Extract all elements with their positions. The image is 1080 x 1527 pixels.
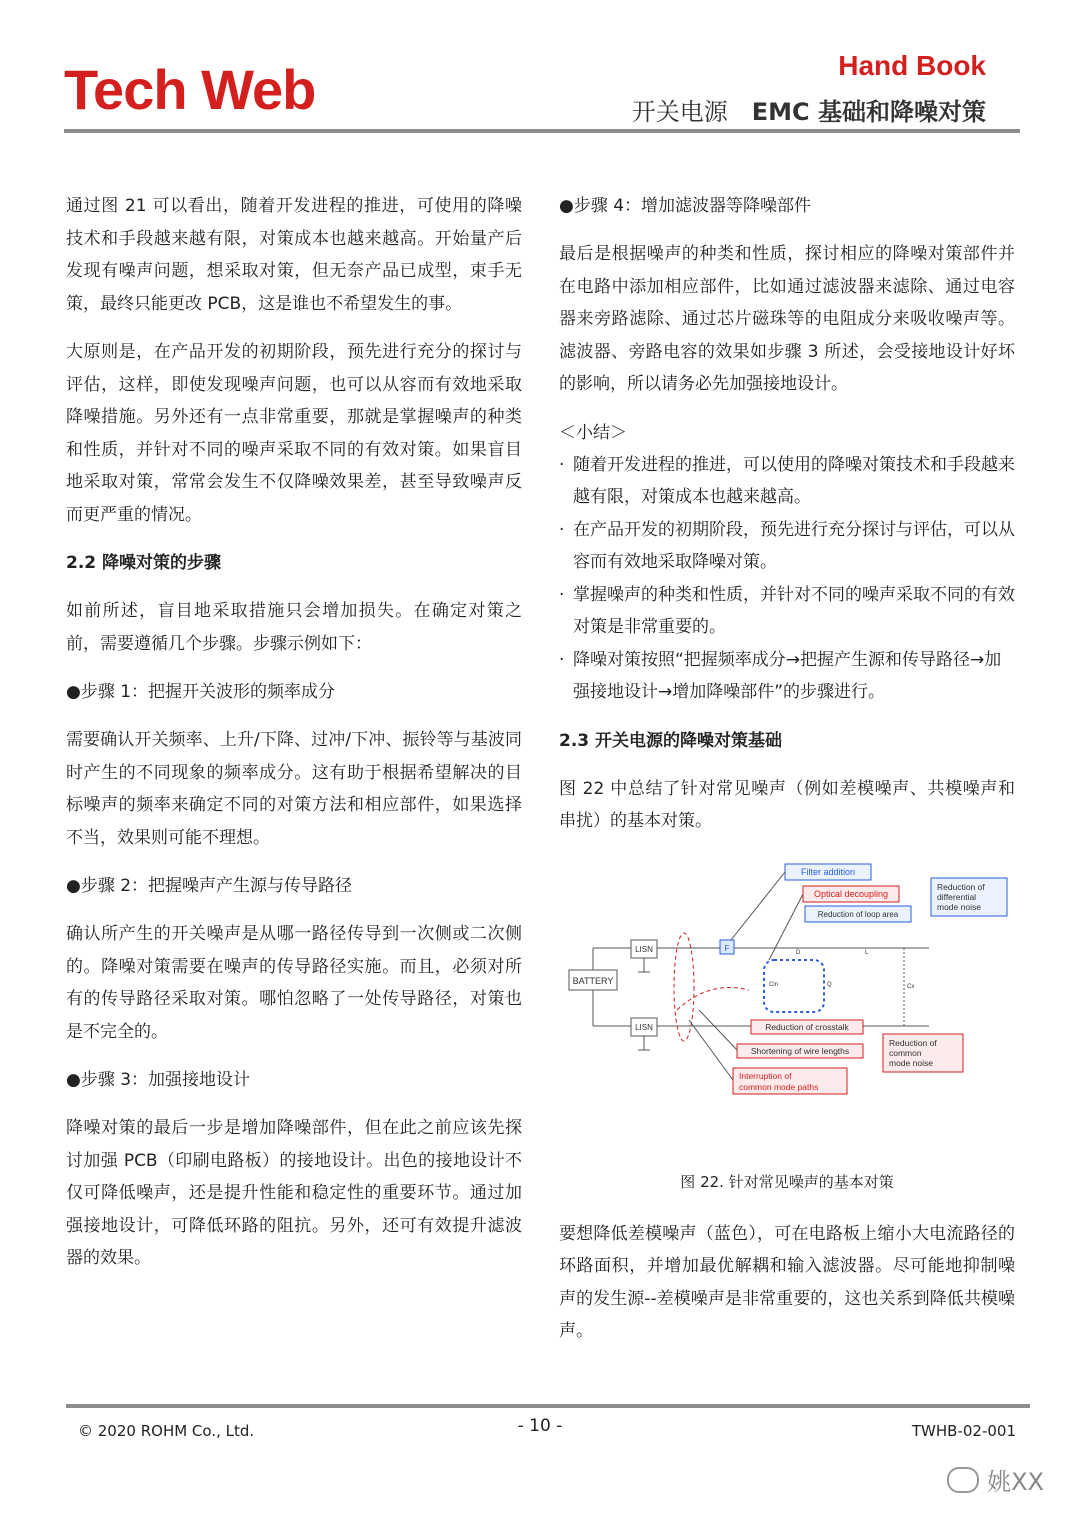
svg-text:Reduction of: Reduction of: [937, 881, 985, 892]
left-column: [66, 190, 522, 1291]
bullet-icon: ·: [559, 649, 565, 670]
section-heading-2-3: 2.3 开关电源的降噪对策基础: [559, 730, 783, 751]
summary-title: ＜小结＞: [559, 422, 627, 443]
svg-text:Cx: Cx: [907, 983, 915, 990]
svg-text:D: D: [796, 949, 801, 956]
paragraph: 最后是根据噪声的种类和性质，探讨相应的降噪对策部件并在电路中添加相应部件，比如通过滤波器来滤除、通过电容器来旁路滤除、通过芯片磁珠等的电阻成分来吸收噪声等。滤波器、旁路电容的效果如步骤 3 所述，会受接地设计好坏的影响，所以请务必先加强接地设计。: [559, 244, 1015, 394]
summary-item: · 掌握噪声的种类和性质，并针对不同的噪声采取不同的有效对策是非常重要的。: [559, 579, 1015, 644]
paragraph: 降噪对策的最后一步是增加降噪部件，但在此之前应该先探讨加强 PCB（印刷电路板）的接地设计。出色的接地设计不仅可降低噪声，还是提升性能和稳定性的重要环节。通过加强接地设计，可降低环路的阻抗。另外，还可有效提升滤波器的效果。: [66, 1118, 522, 1268]
paragraph: 大原则是，在产品开发的初期阶段，预先进行充分的探讨与评估，这样，即使发现噪声问题，也可以从容而有效地采取降噪措施。另外还有一点非常重要，那就是掌握噪声的种类和性质，并针对不同的噪声采取不同的有效对策。如果盲目地采取对策，常常会发生不仅降噪效果差，甚至导致噪声反而更严重的情况。: [66, 342, 522, 525]
summary-item: · 降噪对策按照“把握频率成分→把握产生源和传导路径→加强接地设计→增加降噪部件”的步骤进行。: [559, 644, 1015, 709]
copyright: © 2020 ROHM Co., Ltd.: [78, 1422, 255, 1440]
footer-divider: [66, 1404, 1030, 1408]
svg-text:mode noise: mode noise: [937, 901, 981, 912]
svg-text:Reduction of loop area: Reduction of loop area: [817, 909, 899, 919]
battery-label: BATTERY: [572, 975, 614, 986]
paragraph: 确认所产生的开关噪声是从哪一路径传导到一次侧或二次侧的。降噪对策需要在噪声的传导路径实施。而且，必须对所有的传导路径采取对策。哪怕忽略了一处传导路径，对策也是不完全的。: [66, 924, 522, 1042]
summary-item: · 在产品开发的初期阶段，预先进行充分探讨与评估，可以从容而有效地采取降噪对策。: [559, 514, 1015, 579]
svg-text:common mode paths: common mode paths: [739, 1081, 819, 1092]
handbook-subtitle: [632, 92, 986, 127]
svg-text:common: common: [889, 1047, 922, 1058]
subtitle-part1: 开关电源: [631, 98, 728, 126]
header-divider: [64, 129, 1020, 133]
figure-caption: 图 22. 针对常见噪声的基本对策: [680, 1172, 894, 1191]
document-code: TWHB-02-001: [911, 1422, 1016, 1440]
watermark-text: 姚XX: [987, 1468, 1044, 1496]
step-3-title: ●步骤 3：加强接地设计: [66, 1070, 251, 1090]
bullet-icon: ·: [559, 519, 565, 540]
handbook-title: Hand Book: [838, 50, 986, 81]
svg-text:Reduction of: Reduction of: [889, 1037, 937, 1048]
crosstalk-path: [677, 987, 749, 1010]
noise-countermeasure-diagram: [559, 860, 1015, 1160]
svg-text:Optical decoupling: Optical decoupling: [813, 888, 889, 899]
paragraph: 图 22 中总结了针对常见噪声（例如差模噪声、共模噪声和串扰）的基本对策。: [559, 778, 1015, 831]
lisn-label-2: LISN: [635, 1022, 653, 1032]
paragraph: 要想降低差模噪声（蓝色），可在电路板上缩小大电流路径的环路面积，并增加最优解耦和输入滤波器。尽可能地抑制噪声的发生源--差模噪声是非常重要的，这也关系到降低共模噪声。: [559, 1223, 1015, 1341]
watermark: [947, 1462, 1044, 1497]
svg-text:Shortening of wire lengths: Shortening of wire lengths: [750, 1045, 850, 1056]
svg-text:Interruption of: Interruption of: [739, 1070, 792, 1081]
paragraph: 如前所述，盲目地采取措施只会增加损失。在确定对策之前，需要遵循几个步骤。步骤示例如下：: [66, 601, 522, 654]
wechat-icon: [947, 1467, 979, 1493]
paragraph: 需要确认开关频率、上升/下降、过冲/下冲、振铃等与基波同时产生的不同现象的频率成分。这有助于根据希望解决的目标噪声的频率来确定不同的对策方法和相应部件，如果选择不当，效果则可能不理想。: [66, 730, 522, 848]
svg-text:mode noise: mode noise: [889, 1057, 933, 1068]
right-column: [559, 190, 1015, 1364]
step-4-title: ●步骤 4：增加滤波器等降噪部件: [559, 196, 812, 216]
svg-text:Filter addition: Filter addition: [800, 866, 856, 877]
bullet-icon: ·: [559, 584, 565, 605]
step-1-title: ●步骤 1：把握开关波形的频率成分: [66, 682, 336, 702]
lisn-label-1: LISN: [635, 944, 653, 954]
leader-line: [689, 1020, 733, 1080]
leader-line: [699, 1010, 737, 1050]
figure-22-diagram: [559, 860, 1015, 1160]
filter-label: F: [724, 943, 730, 953]
bullet-icon: ·: [559, 454, 565, 475]
svg-text:Q: Q: [827, 981, 832, 988]
page-number: - 10 -: [517, 1416, 563, 1436]
summary-item: · 随着开发进程的推进，可以使用的降噪对策技术和手段越来越有限，对策成本也越来越高。: [559, 449, 1015, 514]
svg-text:differential: differential: [937, 891, 977, 902]
section-heading-2-2: 2.2 降噪对策的步骤: [66, 553, 222, 573]
subtitle-part2: EMC 基础和降噪对策: [751, 98, 986, 126]
techweb-logo: Tech Web: [64, 58, 316, 121]
step-2-title: ●步骤 2：把握噪声产生源与传导路径: [66, 876, 353, 896]
svg-text:Reduction of crosstalk: Reduction of crosstalk: [765, 1021, 849, 1032]
paragraph: 通过图 21 可以看出，随着开发进程的推进，可使用的降噪技术和手段越来越有限，对策成本也越来越高。开始量产后发现有噪声问题，想采取对策，但无奈产品已成型，束手无策，最终只能更改 PCB，这是谁也不希望发生的事。: [66, 196, 522, 314]
leader-line: [731, 872, 785, 940]
svg-text:Cin: Cin: [769, 981, 779, 988]
common-mode-path-ellipse: [674, 933, 694, 1041]
svg-text:L: L: [865, 949, 869, 956]
